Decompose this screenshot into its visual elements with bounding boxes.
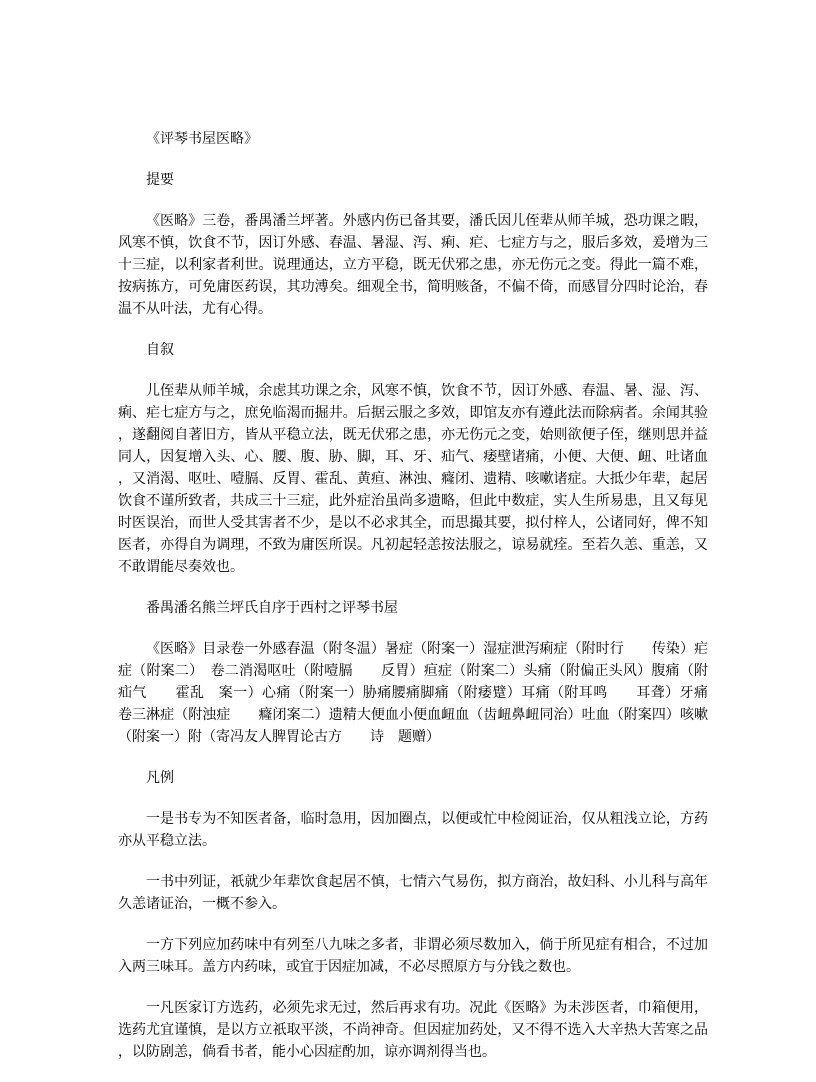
fanli-item: 一是书专为不知医者备，临时急用，因加圈点，以便或忙中检阅证治，仅从粗浅立论，方药亦从平稳立法。 [118, 811, 708, 849]
document-title: 《评琴书屋医略》 [146, 131, 258, 147]
fanli-item: 一凡医家订方选药，必须先求无过，然后再求有功。况此《医略》为未涉医者，巾箱便用，选药尤宜谨慎，是以方立祇取平淡，不尚神奇。但因症加药处，又不得不选入大辛热大苦寒之品，以防剧恙，倘看书者，能小心因症酌加，谅亦调剂得当也。 [118, 1000, 708, 1060]
section-heading-zixu: 自叙 [146, 342, 174, 358]
mulu-paragraph: 《医略》目录卷一外感春温（附冬温）暑症（附案一）湿症泄泻痢症（附时行 传染）疟症（附案二） 卷二消渴呕吐（附噎膈 反胃）疸症（附案二）头痛（附偏正头风）腹痛（附疝气 霍乱 案一）心痛（附案一）胁痛腰痛脚痛（附痿躄）耳痛（附耳鸣 耳聋）牙痛 卷三淋症（附浊症 癃闭案二）遗精大便血小便血衄血（齿衄鼻衄同治）吐血（附案四）咳嗽（附案一）附（寄冯友人脾胃论古方 诗 题赠） [118, 641, 722, 745]
tiyao-paragraph: 《医略》三卷，番禺潘兰坪著。外感内伤已备其要，潘氏因儿侄辈从师羊城，恐功课之暇，风寒不慎，饮食不节，因订外感、春温、暑湿、泻、痢、疟、七症方与之，服后多效，爰增为三十三症，以利家者利世。说理通达，立方平稳，既无伏邪之患，亦无伤元之变。得此一篇不难，按病拣方，可免庸医药误，其功溥矣。细观全书，简明赅备，不偏不倚，而感冒分四时论治，春温不从叶法，尤有心得。 [118, 213, 708, 317]
fanli-item: 一方下列应加药味中有列至八九味之多者，非谓必须尽数加入，倘于所见症有相合，不过加入两三味耳。盖方内药味，或宜于因症加减，不必尽照原方与分钱之数也。 [118, 937, 708, 975]
zixu-signature: 番禺潘名熊兰坪氏自序于西村之评琴书屋 [146, 600, 398, 616]
document-page [118, 128, 722, 1082]
fanli-item: 一书中列证，祇就少年辈饮食起居不慎，七情六气易伤，拟方商治，故妇科、小儿科与高年久恙诸证治，一概不参入。 [118, 874, 708, 912]
section-heading-fanli: 凡例 [146, 770, 174, 786]
section-heading-tiyao: 提要 [146, 172, 174, 188]
zixu-paragraph: 儿侄辈从师羊城，余虑其功课之余，风寒不慎，饮食不节，因订外感、春温、暑、湿、泻、痢、疟七症方与之，庶免临渴而掘井。后据云服之多效，即馆友亦有遵此法而除病者。余闻其验，遂翻阅自著旧方，皆从平稳立法，既无伏邪之患，亦无伤元之变，始则欲便子侄，继则思并益同人，因复增入头、心、腰、腹、胁、脚，耳、牙、疝气、痿壁诸痛，小便、大便、衄、吐诸血，又消渴、呕吐、噎膈、反胃、霍乱、黄疸、淋浊、癃闭、遗精、咳嗽诸症。大抵少年辈，起居饮食不谨所致者，共成三十三症，此外症治虽尚多遗略，但此中数症，实人生所易患，且又每见时医误治，而世人受其害者不少，是以不必求其全，而思撮其要，拟付梓人，公诸同好，俾不知医者，亦得自为调理，不致为庸医所误。凡初起轻恙按法服之，谅易就痊。至若久恙、重恙，又不敢谓能尽奏效也。 [118, 383, 708, 575]
